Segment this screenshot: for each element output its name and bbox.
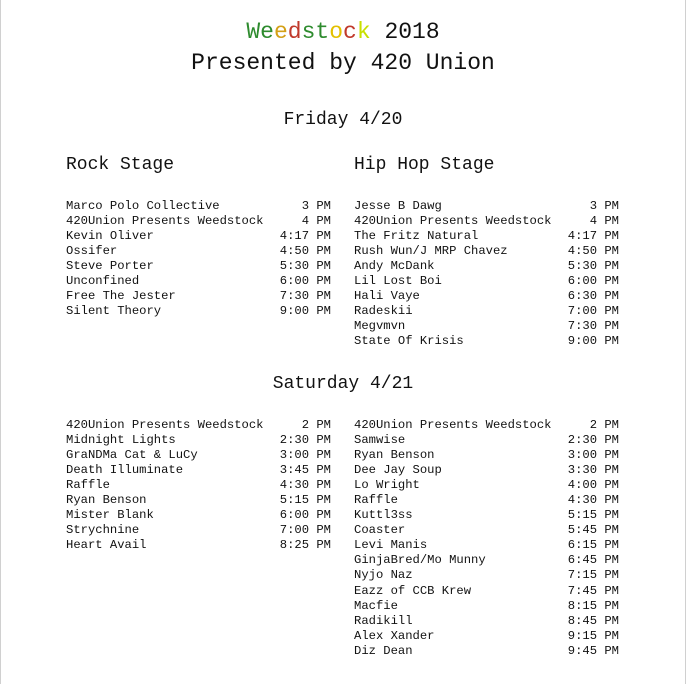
lineup-row bbox=[354, 319, 619, 334]
lineup-row bbox=[354, 478, 619, 493]
set-time: 9:00 PM bbox=[567, 334, 619, 349]
set-time: 5:15 PM bbox=[567, 508, 619, 523]
lineup-row bbox=[354, 568, 619, 583]
act-name: Eazz of CCB Krew bbox=[354, 583, 472, 598]
lineup-row bbox=[66, 478, 331, 493]
lineup-row bbox=[66, 229, 331, 244]
lineup-row bbox=[354, 289, 619, 304]
act-name: Ryan Benson bbox=[66, 493, 147, 508]
lineup-row bbox=[354, 553, 619, 568]
act-name: GraNDMa Cat & LuCy bbox=[66, 448, 198, 463]
act-name: Macfie bbox=[354, 598, 398, 613]
lineup-row bbox=[354, 199, 619, 214]
set-time: 4:30 PM bbox=[567, 493, 619, 508]
title-letter: e bbox=[273, 19, 288, 45]
event-year: 2018 bbox=[370, 19, 440, 45]
day-heading-saturday: Saturday 4/21 bbox=[272, 374, 414, 394]
set-time: 6:00 PM bbox=[567, 274, 619, 289]
act-name: Steve Porter bbox=[66, 259, 154, 274]
act-name: Megvmvn bbox=[354, 319, 406, 334]
title-letter: k bbox=[356, 19, 371, 45]
set-time: 4:00 PM bbox=[567, 478, 619, 493]
set-time: 4:30 PM bbox=[279, 478, 331, 493]
lineup-row bbox=[354, 644, 619, 659]
lineup-row bbox=[66, 538, 331, 553]
set-time: 2 PM bbox=[589, 418, 619, 432]
set-time: 5:30 PM bbox=[279, 259, 331, 274]
set-time: 8:25 PM bbox=[279, 538, 331, 553]
act-name: Kevin Oliver bbox=[66, 229, 154, 244]
lineup-row bbox=[354, 274, 619, 289]
act-name: Marco Polo Collective bbox=[66, 199, 220, 213]
lineup-row bbox=[66, 289, 331, 304]
title-letter: o bbox=[329, 19, 344, 45]
lineup-row bbox=[66, 463, 331, 478]
lineup-row bbox=[354, 584, 619, 599]
act-name: Raffle bbox=[354, 493, 398, 508]
set-time: 6:15 PM bbox=[567, 538, 619, 553]
set-time: 8:45 PM bbox=[567, 613, 619, 628]
lineup-row bbox=[66, 448, 331, 463]
act-name: Mister Blank bbox=[66, 508, 154, 523]
act-name: Free The Jester bbox=[66, 289, 176, 304]
lineup-row bbox=[66, 259, 331, 274]
act-name: Diz Dean bbox=[354, 643, 413, 658]
act-name: Jesse B Dawg bbox=[354, 199, 442, 213]
set-time: 7:30 PM bbox=[567, 319, 619, 334]
act-name: Raffle bbox=[66, 478, 110, 493]
act-name: Unconfined bbox=[66, 274, 140, 289]
lineup-row bbox=[66, 433, 331, 448]
set-time: 7:15 PM bbox=[567, 568, 619, 583]
act-name: State Of Krisis bbox=[354, 334, 464, 349]
act-name: The Fritz Natural bbox=[354, 229, 479, 244]
lineup-row bbox=[354, 538, 619, 553]
lineup-row bbox=[354, 463, 619, 478]
title-letter: W bbox=[246, 19, 261, 45]
act-name: 420Union Presents Weedstock bbox=[66, 418, 264, 432]
lineup-row bbox=[354, 304, 619, 319]
lineup-row bbox=[66, 304, 331, 319]
act-name: Ryan Benson bbox=[354, 448, 435, 463]
set-time: 7:45 PM bbox=[567, 583, 619, 598]
set-time: 5:45 PM bbox=[567, 523, 619, 538]
title-letter: e bbox=[260, 19, 274, 45]
act-name: Ossifer bbox=[66, 244, 118, 259]
act-name: 420Union Presents Weedstock bbox=[354, 214, 552, 229]
set-time: 3 PM bbox=[589, 199, 619, 213]
set-time: 4:50 PM bbox=[567, 244, 619, 259]
lineup-row bbox=[354, 244, 619, 259]
lineup-row bbox=[354, 259, 619, 274]
set-time: 2:30 PM bbox=[567, 433, 619, 448]
set-time: 4 PM bbox=[589, 214, 619, 229]
set-time: 2:30 PM bbox=[279, 433, 331, 448]
lineup-row bbox=[354, 508, 619, 523]
set-time: 7:30 PM bbox=[279, 289, 331, 304]
lineup-row bbox=[354, 629, 619, 644]
lineup-row bbox=[66, 508, 331, 523]
act-name: Kuttl3ss bbox=[354, 508, 413, 523]
set-time: 9:15 PM bbox=[567, 628, 619, 643]
act-name: 420Union Presents Weedstock bbox=[66, 214, 264, 229]
lineup-row bbox=[354, 448, 619, 463]
lineup-row bbox=[66, 418, 331, 433]
act-name: Alex Xander bbox=[354, 628, 435, 643]
act-name: Samwise bbox=[354, 433, 406, 448]
act-name: Strychnine bbox=[66, 523, 140, 538]
friday-hiphop-lineup bbox=[354, 199, 619, 349]
lineup-row bbox=[354, 599, 619, 614]
set-time: 9:45 PM bbox=[567, 643, 619, 658]
act-name: Andy McDank bbox=[354, 259, 435, 274]
act-name: Silent Theory bbox=[66, 304, 162, 319]
act-name: Dee Jay Soup bbox=[354, 463, 442, 478]
set-time: 4:17 PM bbox=[567, 229, 619, 244]
set-time: 6:45 PM bbox=[567, 553, 619, 568]
set-time: 4:50 PM bbox=[279, 244, 331, 259]
act-name: Heart Avail bbox=[66, 538, 147, 553]
act-name: Lo Wright bbox=[354, 478, 420, 493]
act-name: Hali Vaye bbox=[354, 289, 420, 304]
title-letter: c bbox=[343, 19, 357, 45]
friday-rock-lineup bbox=[66, 199, 331, 319]
lineup-row bbox=[354, 334, 619, 349]
set-time: 3:45 PM bbox=[279, 463, 331, 478]
set-time: 4:17 PM bbox=[279, 229, 331, 244]
weedstock-colored-word bbox=[246, 19, 370, 45]
set-time: 7:00 PM bbox=[567, 304, 619, 319]
hiphop-stage-heading: Hip Hop Stage bbox=[354, 155, 495, 175]
act-name: Radikill bbox=[354, 613, 413, 628]
set-time: 9:00 PM bbox=[279, 304, 331, 319]
act-name: Midnight Lights bbox=[66, 433, 176, 448]
set-time: 5:30 PM bbox=[567, 259, 619, 274]
lineup-row bbox=[66, 274, 331, 289]
event-title bbox=[0, 18, 686, 46]
set-time: 6:30 PM bbox=[567, 289, 619, 304]
lineup-row bbox=[354, 614, 619, 629]
lineup-row bbox=[354, 214, 619, 229]
rock-stage-heading: Rock Stage bbox=[66, 155, 175, 175]
act-name: 420Union Presents Weedstock bbox=[354, 418, 552, 432]
saturday-hiphop-lineup bbox=[354, 418, 619, 659]
act-name: Nyjo Naz bbox=[354, 568, 413, 583]
act-name: GinjaBred/Mo Munny bbox=[354, 553, 486, 568]
set-time: 3 PM bbox=[301, 199, 331, 213]
set-time: 3:30 PM bbox=[567, 463, 619, 478]
title-letter: d bbox=[287, 19, 302, 45]
act-name: Coaster bbox=[354, 523, 406, 538]
lineup-row bbox=[354, 493, 619, 508]
title-letter: s bbox=[301, 19, 316, 45]
lineup-row bbox=[354, 523, 619, 538]
act-name: Rush Wun/J MRP Chavez bbox=[354, 244, 508, 259]
lineup-row bbox=[354, 229, 619, 244]
lineup-row bbox=[66, 244, 331, 259]
lineup-row bbox=[66, 523, 331, 538]
set-time: 3:00 PM bbox=[567, 448, 619, 463]
set-time: 6:00 PM bbox=[279, 508, 331, 523]
day-heading-friday: Friday 4/20 bbox=[283, 110, 403, 130]
set-time: 3:00 PM bbox=[279, 448, 331, 463]
act-name: Levi Manis bbox=[354, 538, 428, 553]
act-name: Death Illuminate bbox=[66, 463, 184, 478]
set-time: 6:00 PM bbox=[279, 274, 331, 289]
lineup-row bbox=[66, 214, 331, 229]
title-letter: t bbox=[315, 19, 330, 45]
act-name: Lil Lost Boi bbox=[354, 274, 442, 289]
set-time: 4 PM bbox=[301, 214, 331, 229]
act-name: Radeskii bbox=[354, 304, 413, 319]
set-time: 2 PM bbox=[301, 418, 331, 432]
set-time: 5:15 PM bbox=[279, 493, 331, 508]
set-time: 8:15 PM bbox=[567, 598, 619, 613]
lineup-row bbox=[66, 493, 331, 508]
lineup-row bbox=[354, 433, 619, 448]
saturday-rock-lineup bbox=[66, 418, 331, 553]
lineup-row bbox=[66, 199, 331, 214]
lineup-row bbox=[354, 418, 619, 433]
event-subtitle: Presented by 420 Union bbox=[191, 50, 495, 76]
set-time: 7:00 PM bbox=[279, 523, 331, 538]
